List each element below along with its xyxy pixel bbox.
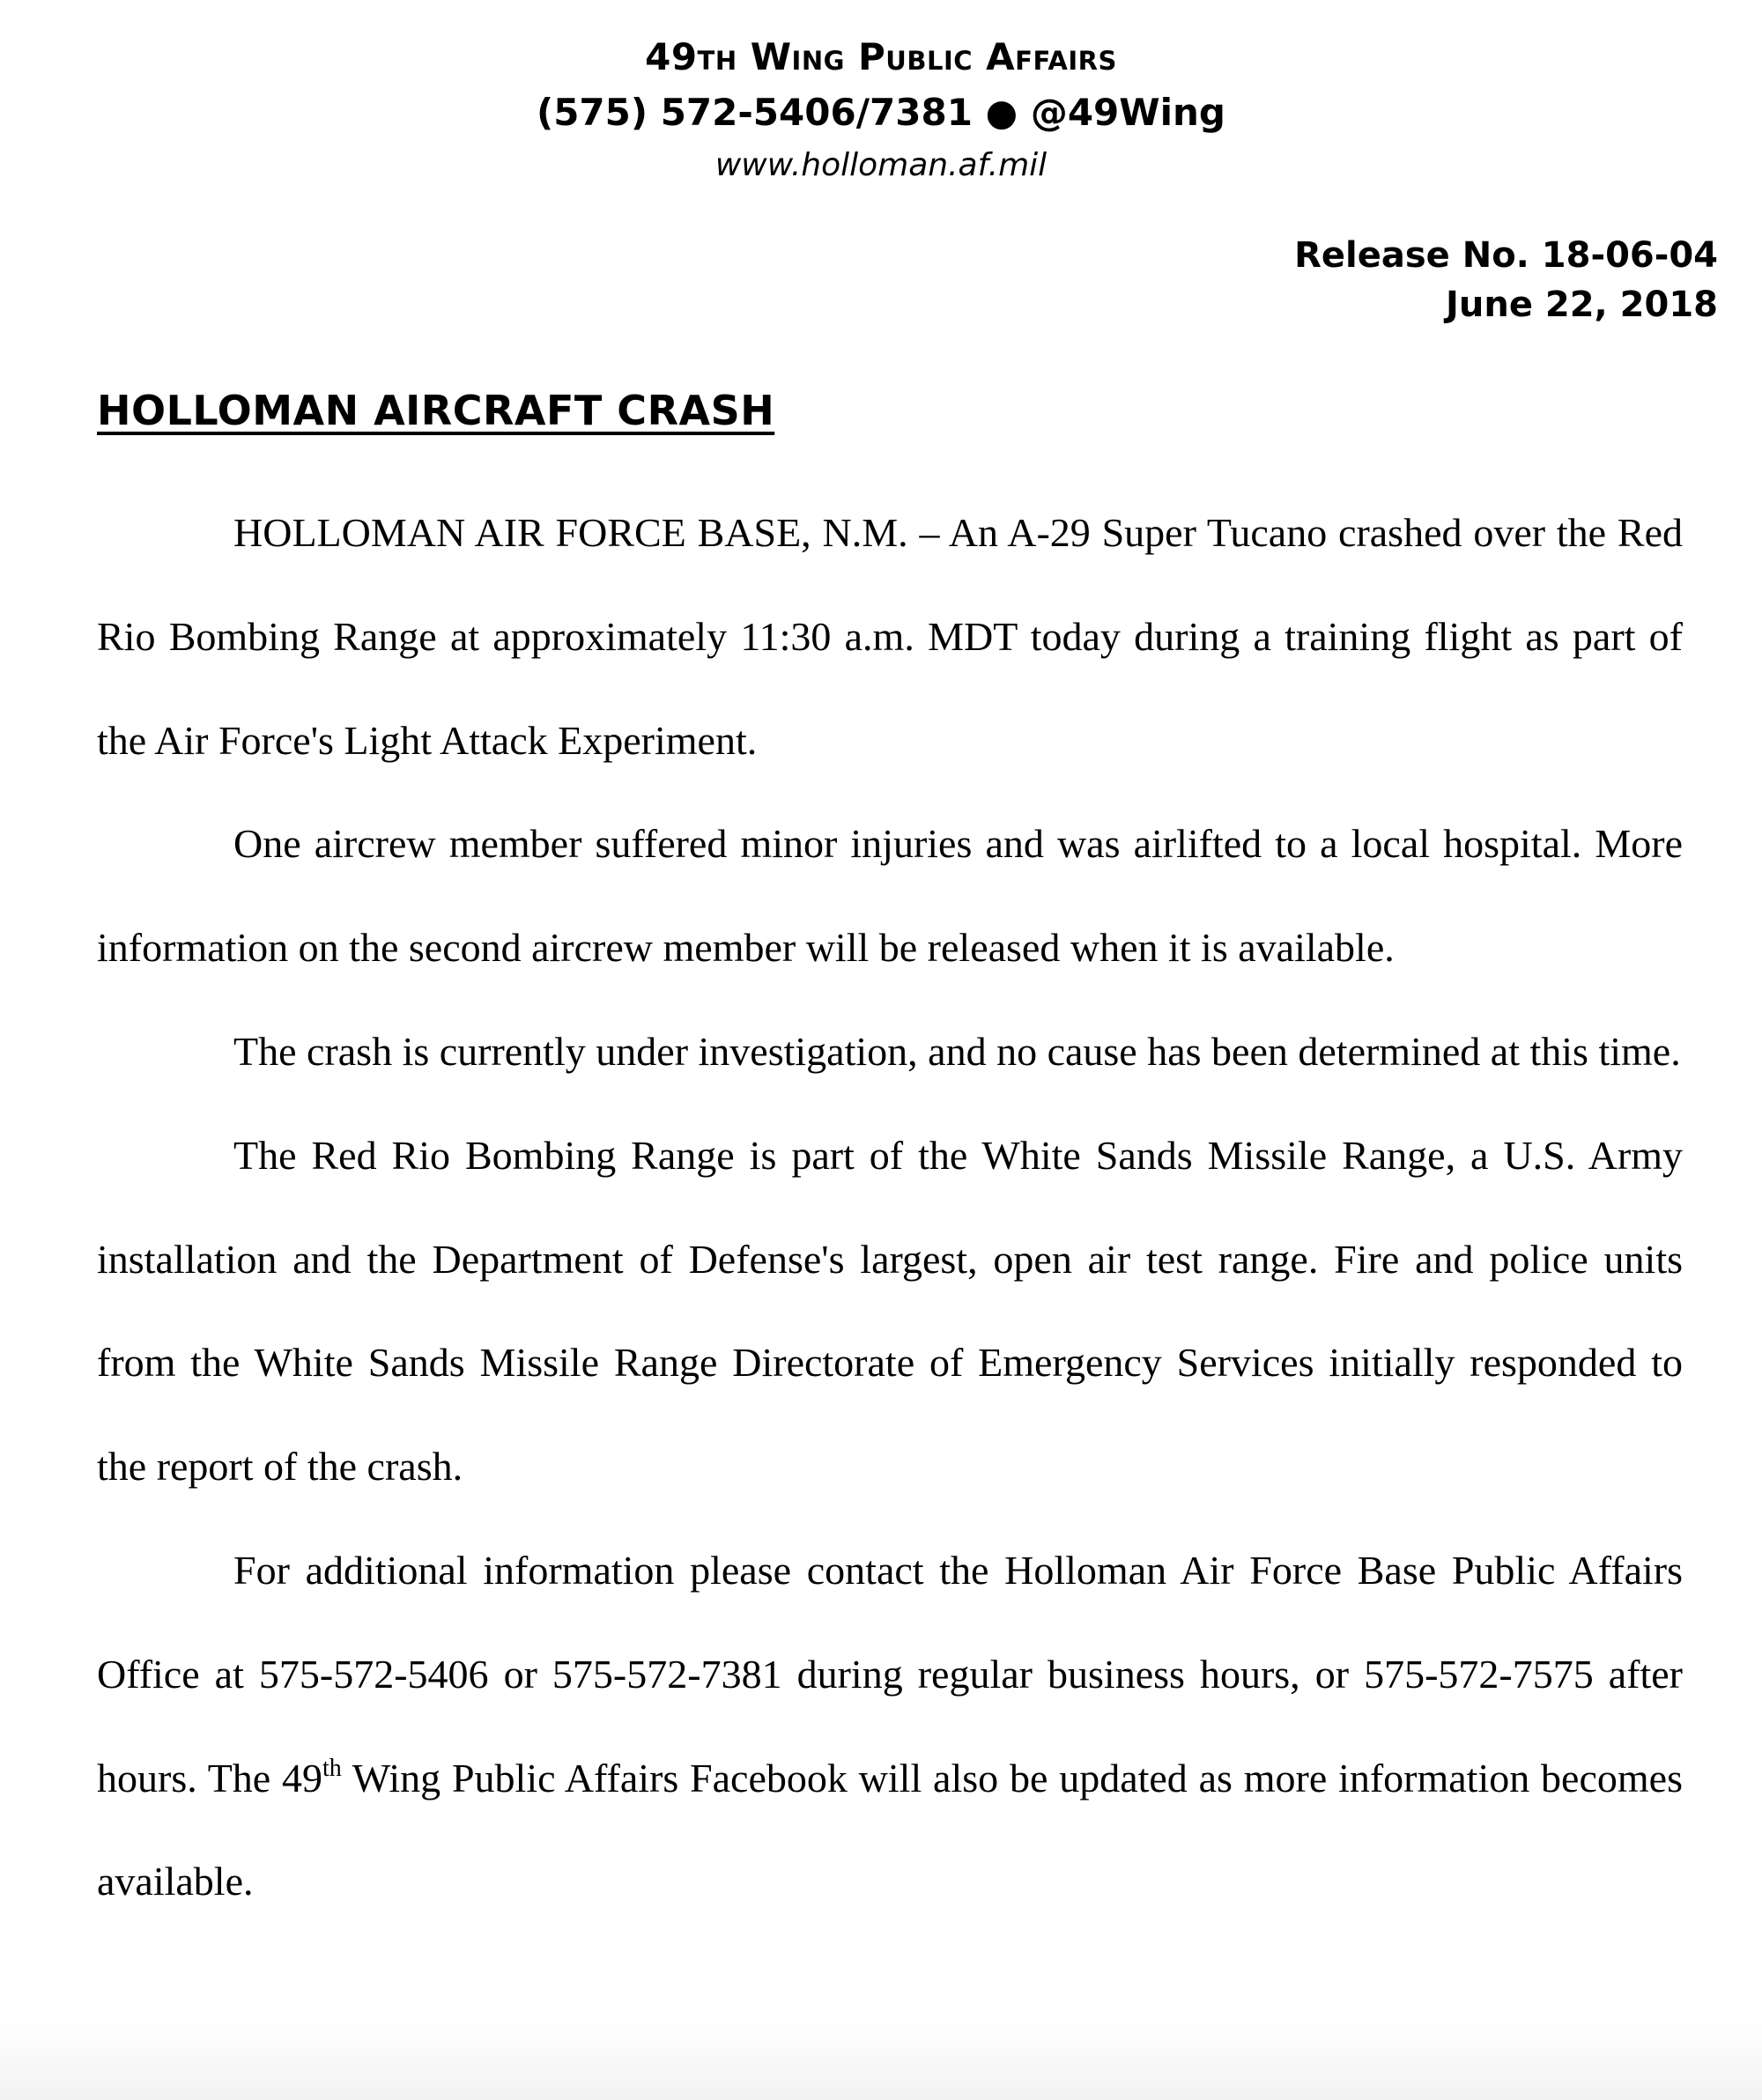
page-bottom-shade — [0, 2021, 1762, 2100]
release-info — [1294, 231, 1718, 329]
paragraph-4: The Red Rio Bombing Range is part of the White Sands Missile Range, a U.S. Army installation and the Department of Defense's largest, open air test range. Fire and police units from the White Sands Missile Range Directorate of Emergency Services initially responded to the report of the crash. — [97, 1132, 1683, 1490]
paragraph-2: One aircrew member suffered minor injuries and was airlifted to a local hospital. More information on the second aircrew member will be released when it is available. — [97, 821, 1683, 971]
article-body — [97, 481, 1683, 1934]
release-number: Release No. 18-06-04 — [1294, 235, 1718, 276]
paragraph-5-part-2: Wing Public Affairs Facebook will also be updated as more information becomes available. — [97, 1755, 1683, 1904]
release-date: June 22, 2018 — [1445, 285, 1718, 325]
org-name: 49th Wing Public Affairs — [645, 35, 1117, 78]
paragraph-1: HOLLOMAN AIR FORCE BASE, N.M. – An A-29 Super Tucano crashed over the Red Rio Bombing Range at approximately 11:30 a.m. MDT today during a training flight as part of the Air Force's Light Attack Experiment. — [97, 510, 1683, 763]
paragraph-5 — [97, 1519, 1683, 1934]
headline: HOLLOMAN AIRCRAFT CRASH — [97, 387, 775, 434]
paragraph-5-part-1: For additional information please contact the Holloman Air Force Base Public Affairs Office at 575-572-5406 or 575-572-7381 during regular business hours, or 575-572-7575 after hours. The 49 — [97, 1547, 1683, 1801]
masthead — [0, 30, 1762, 190]
website-link[interactable]: www.holloman.af.mil — [714, 147, 1048, 183]
ordinal-suffix: th — [322, 1754, 342, 1782]
contact-line: (575) 572-5406/7381 ● @49Wing — [537, 91, 1225, 134]
paragraph-3: The crash is currently under investigation, and no cause has been determined at this time. — [233, 1028, 1681, 1074]
